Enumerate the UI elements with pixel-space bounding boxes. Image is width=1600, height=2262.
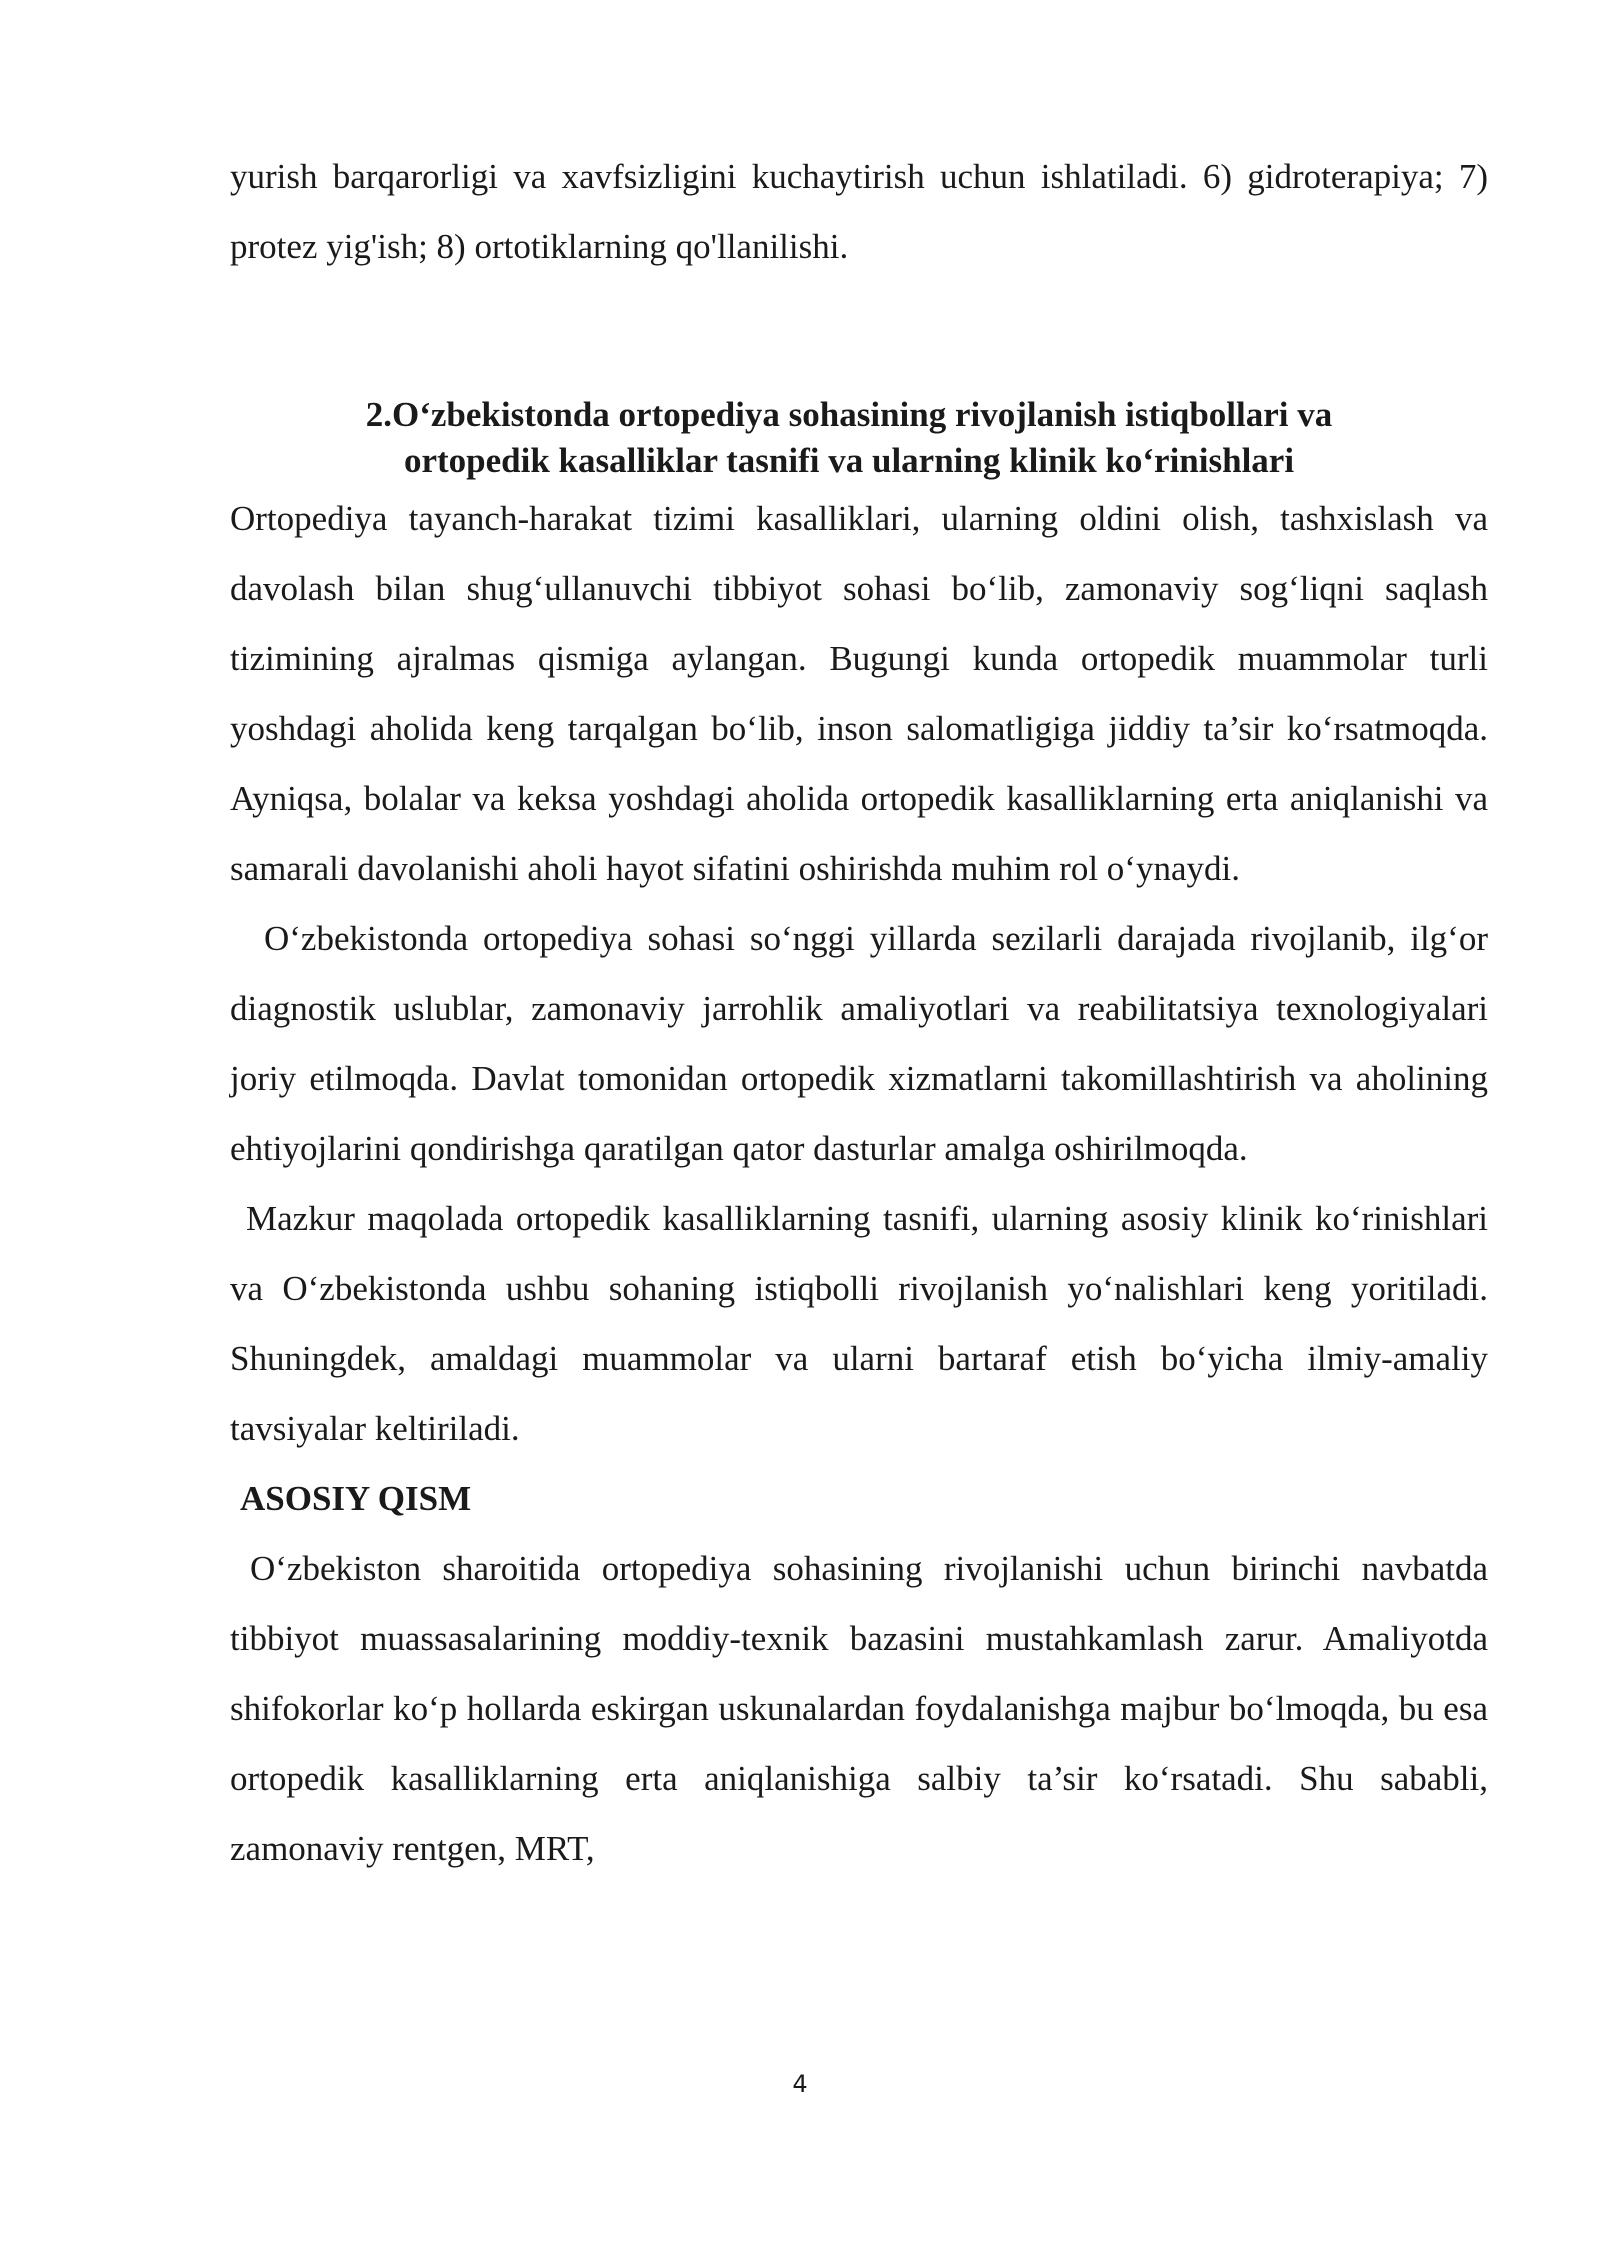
chapter-heading-line-2: ortopedik kasalliklar tasnifi va ularning klinik ko‘rinishlari: [403, 441, 1295, 480]
chapter-heading-line-1: 2.O‘zbekistonda ortopediya sohasining rivojlanish istiqbollari va: [365, 395, 1333, 434]
chapter-heading: [230, 392, 1488, 484]
paragraph-intro: Ortopediya tayanch-harakat tizimi kasalliklari, ularning oldini olish, tashxislash va davolash bilan shug‘ullanuvchi tibbiyot sohasi bo‘lib, zamonaviy sog‘liqni saqlash tizimining ajralmas qismiga aylangan. Bugungi kunda ortopedik muammolar turli yoshdagi aholida keng tarqalgan bo‘lib, inson salomatligiga jiddiy ta’sir ko‘rsatmoqda. Ayniqsa, bolalar va keksa yoshdagi aholida ortopedik kasalliklarning erta aniqlanishi va samarali davolanishi aholi hayot sifatini oshirishda muhim rol o‘ynaydi.: [230, 499, 1488, 888]
paragraph-development: O‘zbekistonda ortopediya sohasi so‘nggi yillarda sezilarli darajada rivojlanib, ilg‘or diagnostik uslublar, zamonaviy jarrohlik amaliyotlari va reabilitatsiya texnologiyalari joriy etilmoqda. Davlat tomonidan ortopedik xizmatlarni takomillashtirish va aholining ehtiyojlarini qondirishga qaratilgan qator dasturlar amalga oshirilmoqda.: [230, 919, 1488, 1168]
paragraph-article-scope: Mazkur maqolada ortopedik kasalliklarning tasnifi, ularning asosiy klinik ko‘rinishlari va O‘zbekistonda ushbu sohaning istiqbolli rivojlanish yo‘nalishlari keng yoritiladi. Shuningdek, amaldagi muammolar va ularni bartaraf etish bo‘yicha ilmiy-amaliy tavsiyalar keltiriladi.: [230, 1199, 1488, 1448]
page-number: 4: [792, 2070, 808, 2098]
section-title: ASOSIY QISM: [240, 1479, 472, 1518]
continued-paragraph: yurish barqarorligi va xavfsizligini kuchaytirish uchun ishlatiladi. 6) gidroterapiya; 7) protez yig'ish; 8) ortotiklarning qo'llanilishi.: [230, 157, 1488, 266]
page-content: [230, 142, 1488, 1884]
paragraph-main-part: O‘zbekiston sharoitida ortopediya sohasining rivojlanishi uchun birinchi navbatda tibbiyot muassasalarining moddiy-texnik bazasini mustahkamlash zarur. Amaliyotda shifokorlar ko‘p hollarda eskirgan uskunalardan foydalanishga majbur bo‘lmoqda, bu esa ortopedik kasalliklarning erta aniqlanishiga salbiy ta’sir ko‘rsatadi. Shu sababli, zamonaviy rentgen, MRT,: [230, 1549, 1488, 1868]
